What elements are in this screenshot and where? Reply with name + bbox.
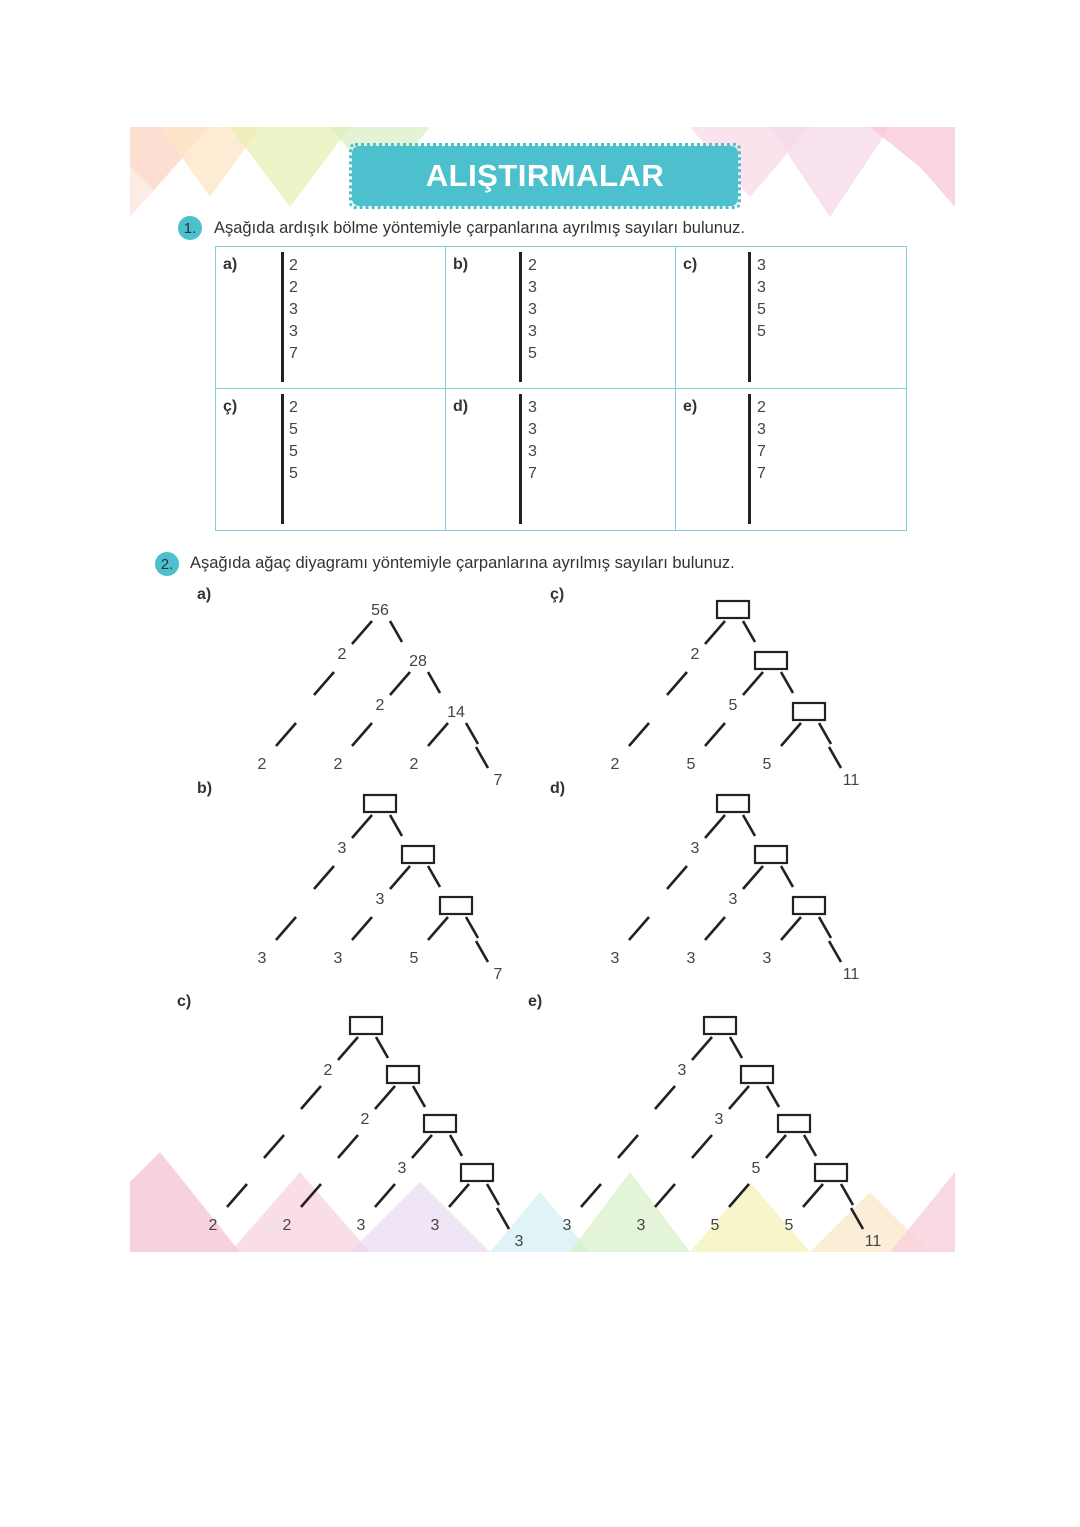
branch-line xyxy=(705,723,725,746)
answer-box xyxy=(717,601,749,618)
prime-factor: 3 xyxy=(337,840,347,857)
prime-factor: 2 xyxy=(337,646,347,663)
branch-line xyxy=(428,866,440,887)
prime-factor: 2 xyxy=(208,1217,218,1234)
branch-line xyxy=(729,1184,749,1207)
answer-box xyxy=(440,897,472,914)
question-2-text: Aşağıda ağaç diyagramı yöntemiyle çarpanlarına ayrılmış sayıları bulunuz. xyxy=(190,554,735,572)
prime-factor: 5 xyxy=(409,950,419,967)
divisor: 2 xyxy=(528,257,537,274)
branch-line xyxy=(497,1208,509,1229)
branch-line xyxy=(781,917,801,940)
worksheet xyxy=(130,127,955,1252)
divisor: 7 xyxy=(528,465,537,482)
branch-line xyxy=(705,621,725,644)
divisor: 7 xyxy=(757,443,766,460)
factor-trees xyxy=(130,127,955,1252)
prime-factor: 2 xyxy=(409,756,419,773)
divisor: 5 xyxy=(289,465,298,482)
prime-factor: 2 xyxy=(375,697,385,714)
answer-box xyxy=(402,846,434,863)
divisor: 3 xyxy=(528,323,537,340)
cell-label: e) xyxy=(683,398,698,415)
branch-line xyxy=(804,1135,816,1156)
answer-box xyxy=(364,795,396,812)
tree-node-value: 56 xyxy=(371,602,389,619)
branch-line xyxy=(766,1135,786,1158)
prime-factor: 2 xyxy=(610,756,620,773)
prime-factor: 5 xyxy=(751,1160,761,1177)
answer-box xyxy=(815,1164,847,1181)
prime-factor: 3 xyxy=(728,891,738,908)
divisor: 5 xyxy=(757,323,766,340)
branch-line xyxy=(781,866,793,887)
prime-factor: 2 xyxy=(323,1062,333,1079)
branch-line xyxy=(705,815,725,838)
prime-factor: 2 xyxy=(282,1217,292,1234)
branch-line xyxy=(352,917,372,940)
prime-factor: 3 xyxy=(690,840,700,857)
answer-box xyxy=(793,897,825,914)
branch-line xyxy=(655,1086,675,1109)
branch-line xyxy=(314,866,334,889)
branch-line xyxy=(301,1184,321,1207)
branch-line xyxy=(376,1037,388,1058)
tree-label-b: b) xyxy=(197,780,213,797)
divisor: 2 xyxy=(289,257,298,274)
branch-line xyxy=(352,815,372,838)
answer-box xyxy=(704,1017,736,1034)
branch-line xyxy=(743,621,755,642)
prime-factor: 5 xyxy=(710,1217,720,1234)
branch-line xyxy=(276,723,296,746)
tree-label-c: c) xyxy=(177,993,192,1010)
branch-line xyxy=(841,1184,853,1205)
prime-factor: 2 xyxy=(333,756,343,773)
cell-label: b) xyxy=(453,256,469,273)
branch-line xyxy=(581,1184,601,1207)
divisor: 7 xyxy=(757,465,766,482)
divisor: 7 xyxy=(289,345,298,362)
branch-line xyxy=(450,1135,462,1156)
prime-factor: 3 xyxy=(762,950,772,967)
prime-factor: 2 xyxy=(257,756,267,773)
question-1-text: Aşağıda ardışık bölme yöntemiyle çarpanlarına ayrılmış sayıları bulunuz. xyxy=(214,219,745,237)
answer-box xyxy=(755,846,787,863)
branch-line xyxy=(375,1184,395,1207)
tree-label-c-cedilla: ç) xyxy=(550,586,565,603)
branch-line xyxy=(264,1135,284,1158)
prime-factor: 3 xyxy=(562,1217,572,1234)
branch-line xyxy=(390,621,402,642)
cell-label: ç) xyxy=(223,398,238,415)
branch-line xyxy=(692,1037,712,1060)
answer-box xyxy=(461,1164,493,1181)
divisor: 5 xyxy=(528,345,537,362)
prime-factor: 3 xyxy=(714,1111,724,1128)
cell-label: d) xyxy=(453,398,469,415)
branch-line xyxy=(829,941,841,962)
tree-node-value: 14 xyxy=(447,704,465,721)
divisor: 3 xyxy=(528,279,537,296)
branch-line xyxy=(743,866,763,889)
branch-line xyxy=(743,815,755,836)
page-title: ALIŞTIRMALAR xyxy=(425,158,665,193)
divisor: 5 xyxy=(757,301,766,318)
branch-line xyxy=(466,917,478,938)
prime-factor: 3 xyxy=(397,1160,407,1177)
branch-line xyxy=(428,723,448,746)
branch-line xyxy=(829,747,841,768)
divisor: 3 xyxy=(528,443,537,460)
prime-factor: 11 xyxy=(864,1233,882,1250)
tree-label-a: a) xyxy=(197,586,212,603)
question-1-number: 1. xyxy=(178,216,202,240)
prime-factor: 3 xyxy=(257,950,267,967)
divisor: 5 xyxy=(289,443,298,460)
prime-factor: 2 xyxy=(360,1111,370,1128)
divisor: 3 xyxy=(528,301,537,318)
prime-factor: 3 xyxy=(514,1233,524,1250)
answer-box xyxy=(741,1066,773,1083)
answer-box xyxy=(350,1017,382,1034)
prime-factor: 7 xyxy=(493,966,503,983)
branch-line xyxy=(851,1208,863,1229)
branch-line xyxy=(781,672,793,693)
branch-line xyxy=(428,672,440,693)
divisor: 3 xyxy=(289,301,298,318)
branch-line xyxy=(667,672,687,695)
question-2-number: 2. xyxy=(155,552,179,576)
branch-line xyxy=(655,1184,675,1207)
branch-line xyxy=(819,723,831,744)
branch-line xyxy=(629,917,649,940)
branch-line xyxy=(428,917,448,940)
answer-box xyxy=(778,1115,810,1132)
branch-line xyxy=(276,917,296,940)
tree-node-value: 28 xyxy=(409,653,427,670)
divisor: 2 xyxy=(289,399,298,416)
answer-box xyxy=(755,652,787,669)
prime-factor: 3 xyxy=(636,1217,646,1234)
prime-factor: 5 xyxy=(728,697,738,714)
branch-line xyxy=(338,1135,358,1158)
divisor: 3 xyxy=(757,421,766,438)
branch-line xyxy=(819,917,831,938)
branch-line xyxy=(314,672,334,695)
prime-factor: 5 xyxy=(686,756,696,773)
branch-line xyxy=(618,1135,638,1158)
branch-line xyxy=(487,1184,499,1205)
divisor: 3 xyxy=(528,421,537,438)
branch-line xyxy=(781,723,801,746)
answer-box xyxy=(424,1115,456,1132)
divisor: 3 xyxy=(289,323,298,340)
branch-line xyxy=(743,672,763,695)
branch-line xyxy=(301,1086,321,1109)
branch-line xyxy=(352,723,372,746)
branch-line xyxy=(390,815,402,836)
branch-line xyxy=(390,672,410,695)
prime-factor: 2 xyxy=(690,646,700,663)
branch-line xyxy=(705,917,725,940)
prime-factor: 11 xyxy=(842,772,860,789)
divisor: 5 xyxy=(289,421,298,438)
prime-factor: 3 xyxy=(686,950,696,967)
branch-line xyxy=(729,1086,749,1109)
branch-line xyxy=(352,621,372,644)
branch-line xyxy=(412,1135,432,1158)
branch-line xyxy=(413,1086,425,1107)
divisor: 3 xyxy=(528,399,537,416)
prime-factor: 11 xyxy=(842,966,860,983)
branch-line xyxy=(667,866,687,889)
prime-factor: 3 xyxy=(356,1217,366,1234)
branch-line xyxy=(390,866,410,889)
prime-factor: 3 xyxy=(430,1217,440,1234)
prime-factor: 3 xyxy=(375,891,385,908)
answer-box xyxy=(717,795,749,812)
divisor: 2 xyxy=(289,279,298,296)
prime-factor: 3 xyxy=(333,950,343,967)
tree-label-d: d) xyxy=(550,780,566,797)
branch-line xyxy=(730,1037,742,1058)
branch-line xyxy=(629,723,649,746)
divisor: 3 xyxy=(757,279,766,296)
branch-line xyxy=(449,1184,469,1207)
branch-line xyxy=(476,747,488,768)
branch-line xyxy=(375,1086,395,1109)
prime-factor: 3 xyxy=(610,950,620,967)
tree-label-e: e) xyxy=(528,993,543,1010)
branch-line xyxy=(692,1135,712,1158)
cell-label: a) xyxy=(223,256,238,273)
branch-line xyxy=(227,1184,247,1207)
branch-line xyxy=(803,1184,823,1207)
cell-label: c) xyxy=(683,256,698,273)
divisor: 2 xyxy=(757,399,766,416)
branch-line xyxy=(466,723,478,744)
branch-line xyxy=(338,1037,358,1060)
answer-box xyxy=(793,703,825,720)
branch-line xyxy=(767,1086,779,1107)
prime-factor: 7 xyxy=(493,772,503,789)
answer-box xyxy=(387,1066,419,1083)
prime-factor: 5 xyxy=(762,756,772,773)
branch-line xyxy=(476,941,488,962)
divisor: 3 xyxy=(757,257,766,274)
prime-factor: 3 xyxy=(677,1062,687,1079)
prime-factor: 5 xyxy=(784,1217,794,1234)
